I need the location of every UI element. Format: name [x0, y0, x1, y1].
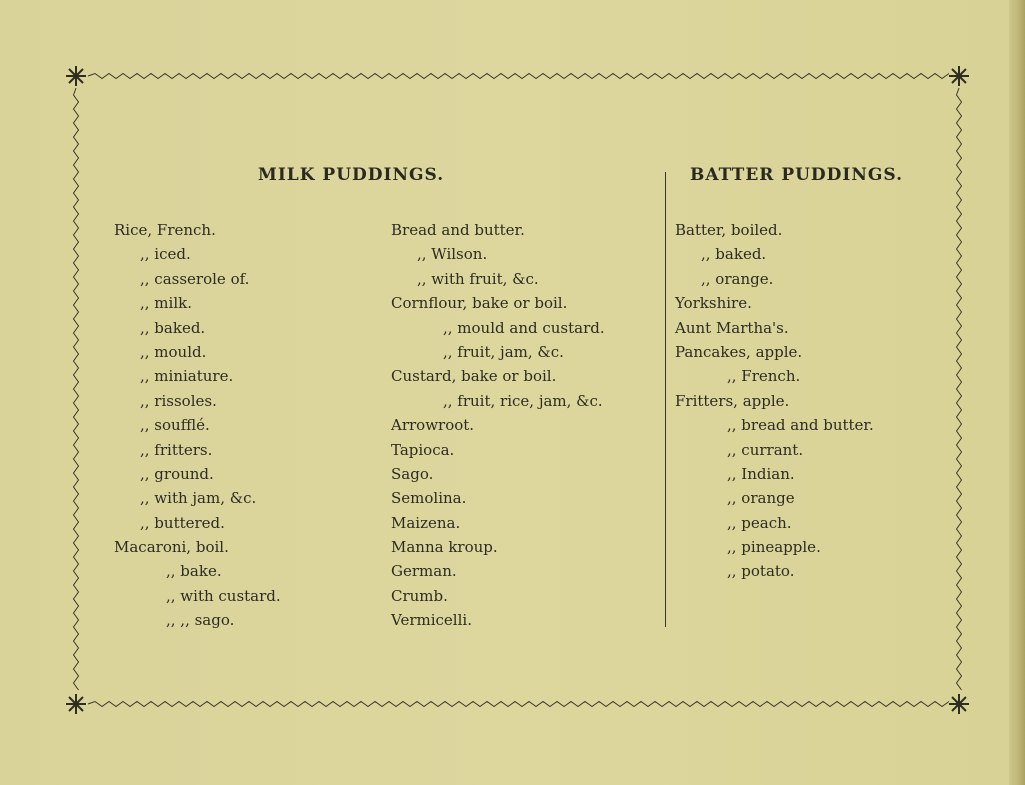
list-item: ,, orange.: [701, 269, 774, 288]
list-item: ,, bake.: [166, 562, 222, 581]
list-item: Aunt Martha's.: [675, 318, 789, 337]
list-item: Batter, boiled.: [675, 221, 783, 239]
list-item: ,, fruit, jam, &c.: [443, 342, 564, 361]
list-item: ,, ground.: [140, 464, 214, 483]
border-bottom-zigzag: [88, 702, 949, 707]
list-item: ,, fritters.: [140, 440, 213, 459]
milk-puddings-list-2: [391, 218, 605, 633]
list-item: ,, baked.: [140, 318, 206, 337]
list-item: ,, peach.: [727, 513, 792, 532]
list-item: ,, baked.: [701, 245, 767, 264]
list-item: Rice, French.: [114, 221, 216, 239]
list-item: Sago.: [391, 464, 434, 483]
list-item: ,, currant.: [727, 440, 804, 459]
list-item: Manna kroup.: [391, 538, 498, 557]
batter-puddings-heading: BATTER PUDDINGS.: [690, 165, 904, 185]
list-item: Bread and butter.: [391, 221, 525, 239]
list-item: ,, with fruit, &c.: [417, 269, 539, 288]
list-item: Arrowroot.: [391, 416, 475, 435]
list-item: ,, soufflé.: [140, 416, 210, 435]
ornament-star-icon: [949, 694, 969, 714]
list-item: Tapioca.: [391, 440, 455, 459]
list-item: ,, rissoles.: [140, 391, 217, 410]
list-item: Fritters, apple.: [675, 391, 790, 410]
ornament-star-icon: [66, 66, 86, 86]
list-item: ,, potato.: [727, 562, 795, 581]
column-divider: [665, 172, 666, 627]
border-left-zigzag: [74, 88, 79, 690]
border-right-zigzag: [957, 88, 962, 690]
milk-puddings-list-1: [114, 218, 281, 633]
list-item: ,, miniature.: [140, 367, 234, 386]
list-item: German.: [391, 562, 457, 581]
list-item: ,, fruit, rice, jam, &c.: [443, 391, 603, 410]
list-item: Vermicelli.: [391, 611, 472, 630]
list-item: ,, with jam, &c.: [140, 489, 257, 508]
list-item: ,, buttered.: [140, 513, 225, 532]
ornament-star-icon: [949, 66, 969, 86]
list-item: ,, Wilson.: [417, 245, 488, 264]
list-item: Semolina.: [391, 489, 467, 508]
list-item: Custard, bake or boil.: [391, 367, 557, 386]
list-item: Cornflour, bake or boil.: [391, 294, 568, 313]
list-item: Macaroni, boil.: [114, 538, 229, 557]
list-item: ,, with custard.: [166, 586, 281, 605]
list-item: ,, French.: [727, 367, 801, 386]
list-item: Yorkshire.: [675, 294, 752, 313]
list-item: ,, pineapple.: [727, 538, 821, 557]
page-edge-shadow: [1009, 0, 1025, 785]
list-item: ,, orange: [727, 489, 795, 508]
batter-puddings-list: [675, 218, 874, 584]
list-item: ,, ,, sago.: [166, 611, 235, 630]
list-item: ,, bread and butter.: [727, 416, 874, 435]
list-item: Maizena.: [391, 513, 461, 532]
list-item: ,, casserole of.: [140, 269, 250, 288]
milk-puddings-heading: MILK PUDDINGS.: [258, 165, 445, 185]
list-item: Pancakes, apple.: [675, 342, 803, 361]
list-item: ,, milk.: [140, 294, 192, 313]
ornament-star-icon: [66, 694, 86, 714]
border-top-zigzag: [88, 74, 949, 79]
list-item: ,, iced.: [140, 245, 191, 264]
list-item: ,, mould and custard.: [443, 318, 605, 337]
list-item: Crumb.: [391, 586, 448, 605]
list-item: ,, Indian.: [727, 464, 795, 483]
list-item: ,, mould.: [140, 342, 207, 361]
